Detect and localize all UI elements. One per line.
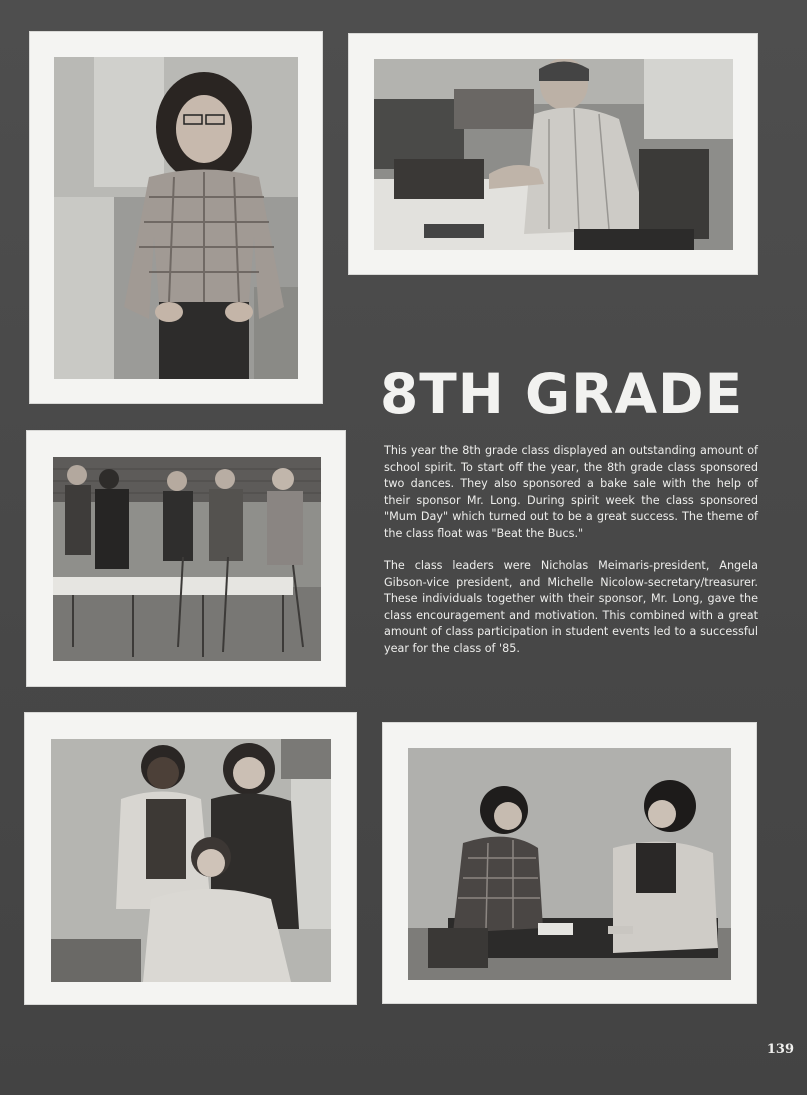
page-title: 8TH GRADE (380, 361, 744, 426)
photo-sponsor-at-desk (374, 59, 733, 250)
photo-frame-class-officers (24, 712, 357, 1005)
article-paragraph-1: This year the 8th grade class displayed an outstanding amount of school spirit. To start off the year, the 8th grade class sponsored two dances. They also sponsored a bake sale with the help of their sponsor Mr. Long. During spirit week the class sponsored "Mum Day" which turned out to be a great success. The theme of the class float was "Beat the Bucs." (384, 444, 758, 540)
photo-frame-bake-sale (26, 430, 346, 687)
photo-frame-student-portrait (29, 31, 323, 404)
page-number: 139 (766, 1042, 794, 1057)
photo-frame-sponsor-desk (348, 33, 758, 275)
photo-class-officers (51, 739, 331, 982)
photo-students-bake-sale (53, 457, 321, 661)
photo-frame-students-seated (382, 722, 757, 1004)
photo-student-plaid-sweater (54, 57, 298, 379)
article-paragraph-2: The class leaders were Nicholas Meimaris-president, Angela Gibson-vice president, and Michelle Nicolow-secretary/treasurer. These individuals together with their sponsor, Mr. Long, gave the class encouragement and motivation. This combined with a great amount of class participation in student events led to a successful year for the class of '85. (384, 559, 758, 655)
photo-students-seated (408, 748, 731, 980)
article-body (384, 443, 758, 673)
